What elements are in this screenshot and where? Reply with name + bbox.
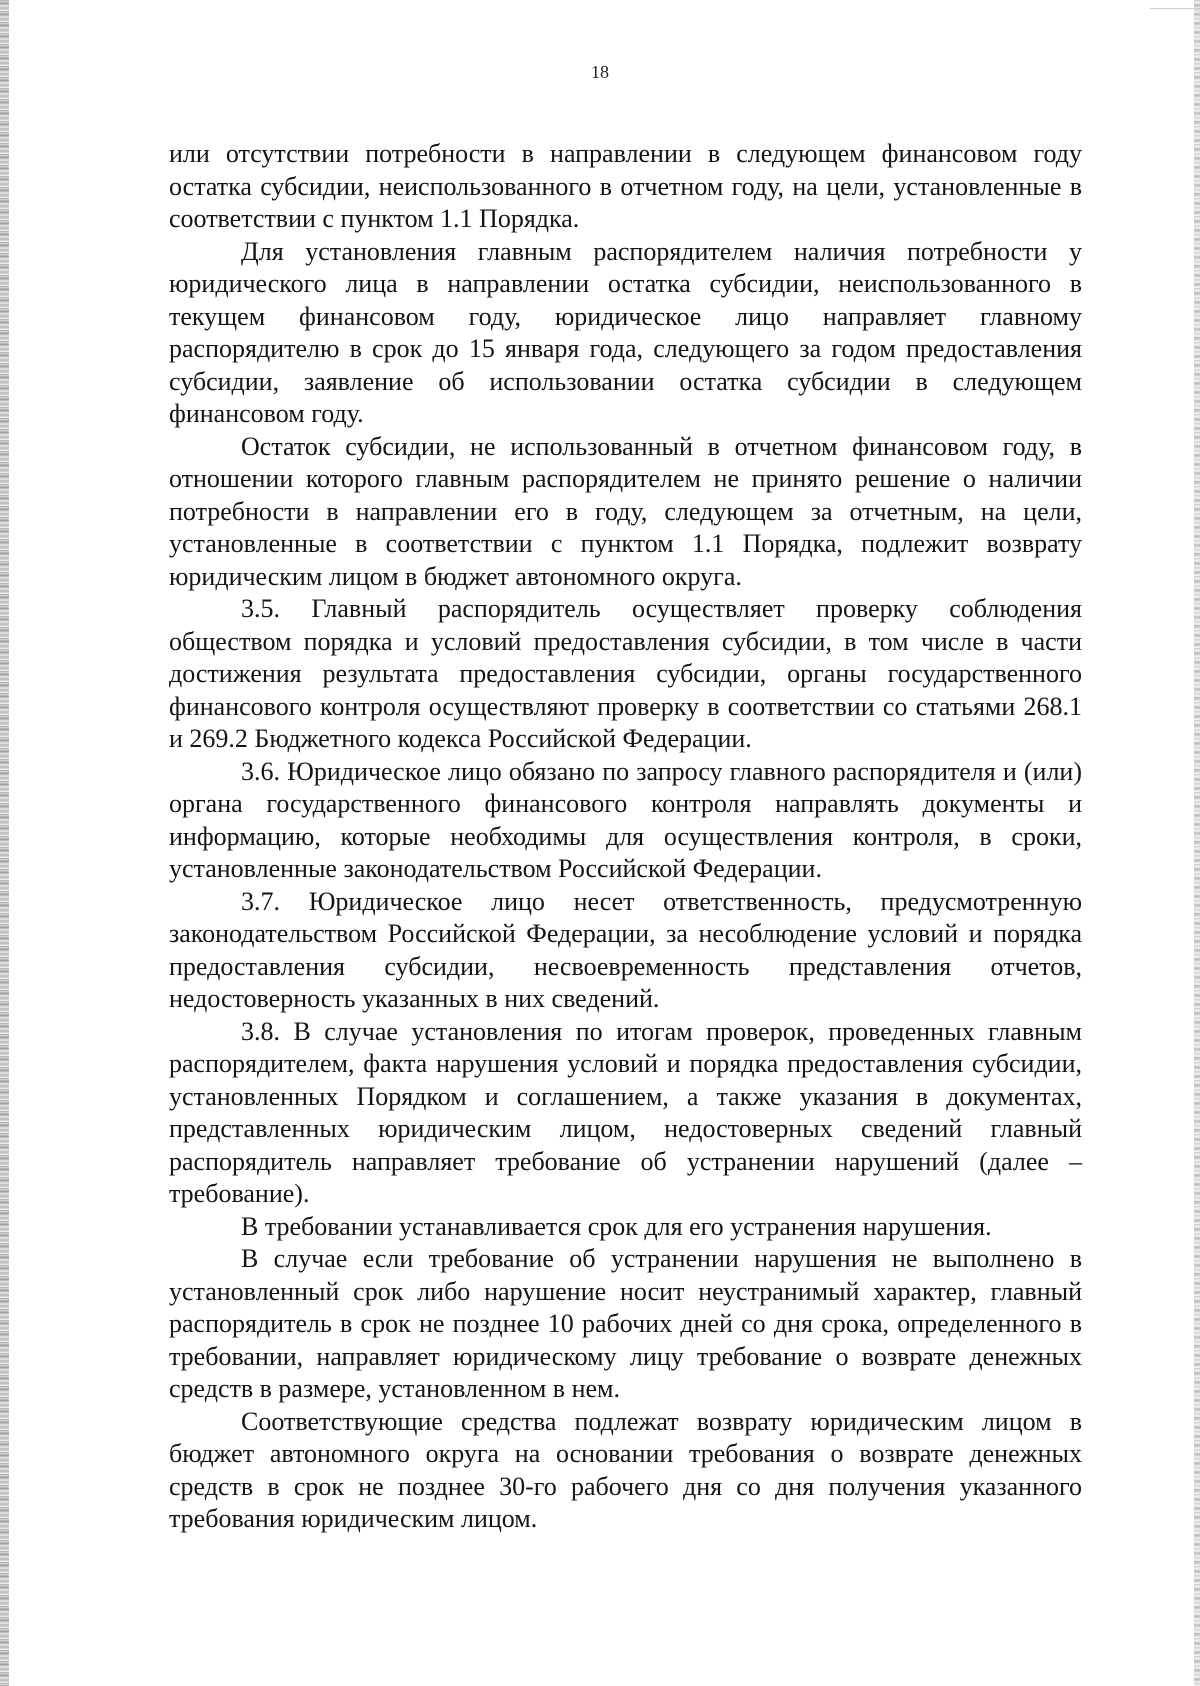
paragraph-remainder-return: Остаток субсидии, не использованный в отчетном финансовом году, в отношении которого главным распорядителем не принято решение о наличии потребности в направлении его в году, следующем за отчетным, на цели, установленные в соответствии с пунктом 1.1 Порядка, подлежит возврату юридическим лицом в бюджет автономного округа.: [169, 431, 1082, 591]
paragraph-requirement-unfulfilled: В случае если требование об устранении нарушения не выполнено в установленный срок либо нарушение носит неустранимый характер, главный распорядитель в срок не позднее 10 рабочих дней со дня срока, определенного в требовании, направляет юридическому лицу требование о возврате денежных средств в размере, установленном в нем.: [169, 1244, 1082, 1403]
paragraph-remainder-request: Для установления главным распорядителем наличия потребности у юридического лица в направлении остатка субсидии, неиспользованного в текущем финансовом году, юридическое лицо направляет главному распорядителю в срок до 15 января года, следующего за годом предоставления субсидии, заявление об использовании остатка субсидии в следующем финансовом году.: [169, 236, 1082, 428]
clause-3-5: 3.5. Главный распорядитель осуществляет проверку соблюдения обществом порядка и условий предоставления субсидии, в том числе в части достижения результата предоставления субсидии, органы государственного финансового контроля осуществляют проверку в соответствии со статьями 268.1 и 269.2 Бюджетного кодекса Российской Федерации.: [169, 594, 1082, 753]
clause-3-6: 3.6. Юридическое лицо обязано по запросу главного распорядителя и (или) органа государственного финансового контроля направлять документы и информацию, которые необходимы для осуществления контроля, в сроки, установленные законодательством Российской Федерации.: [169, 756, 1082, 883]
document-body: [169, 138, 1082, 1536]
clause-3-8: 3.8. В случае установления по итогам проверок, проведенных главным распорядителем, факта нарушения условий и порядка предоставления субсидии, установленных Порядком и соглашением, а также указания в документах, представленных юридическим лицом, недостоверных сведений главный распорядитель направляет требование об устранении нарушений (далее – требование).: [169, 1016, 1082, 1208]
page-number: 18: [591, 62, 609, 82]
scan-edge-corner: [1150, 0, 1200, 9]
paragraph-requirement-deadline: В требовании устанавливается срок для его устранения нарушения.: [241, 1211, 992, 1241]
paragraph-continuation: или отсутствии потребности в направлении в следующем финансовом году остатка субсидии, неиспользованного в отчетном году, на цели, установленные в соответствии с пунктом 1.1 Порядка.: [169, 139, 1082, 233]
scan-edge-left: [0, 0, 9, 1686]
paragraph-funds-return: Соответствующие средства подлежат возврату юридическим лицом в бюджет автономного округа на основании требования о возврате денежных средств в срок не позднее 30-го рабочего дня со дня получения указанного требования юридическим лицом.: [169, 1406, 1082, 1533]
scan-edge-right: [1194, 0, 1200, 1686]
clause-3-7: 3.7. Юридическое лицо несет ответственность, предусмотренную законодательством Российской Федерации, за несоблюдение условий и порядка предоставления субсидии, несвоевременность представления отчетов, недостоверность указанных в них сведений.: [169, 886, 1082, 1013]
